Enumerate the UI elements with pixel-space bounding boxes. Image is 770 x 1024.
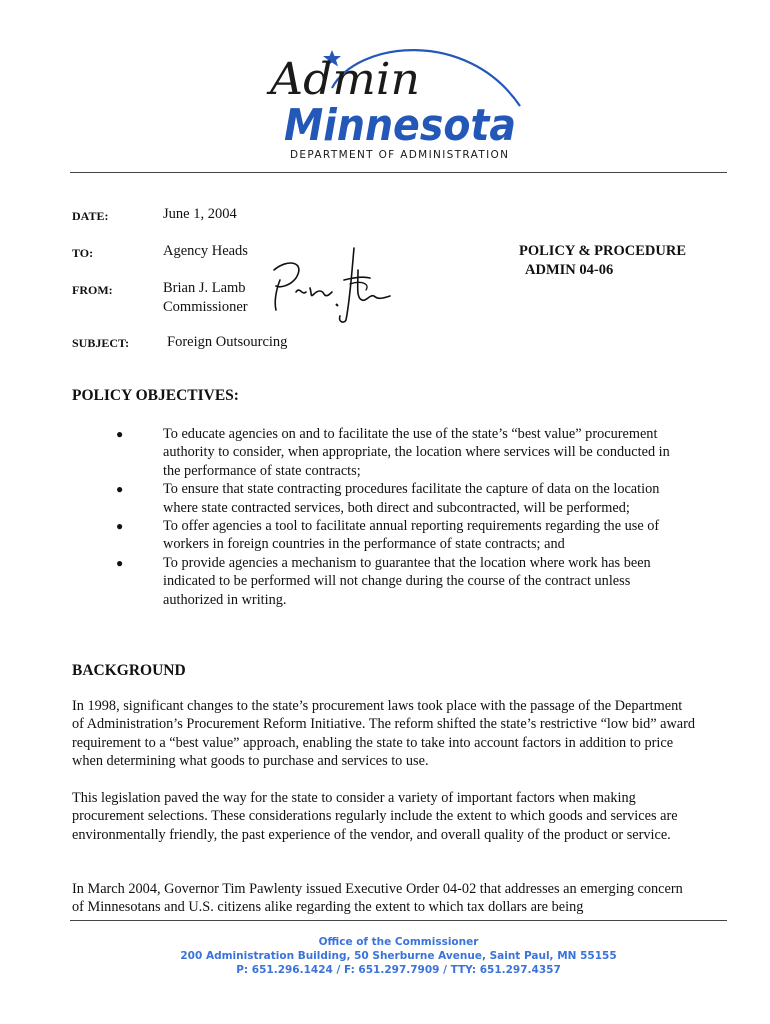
date-label: DATE: — [72, 209, 109, 223]
background-heading: BACKGROUND — [72, 662, 186, 679]
footer-rule — [70, 920, 727, 921]
background-paragraph-3: In March 2004, Governor Tim Pawlenty issued Executive Order 04-02 that addresses an emerging concern of Minnesotans and U.S. citizens alike regarding the extent to which tax dollars are being — [72, 881, 683, 916]
policy-ref-line1: POLICY & PROCEDURE — [519, 243, 687, 259]
logo-admin-text: Admin — [265, 54, 420, 105]
from-name: Brian J. Lamb — [163, 280, 246, 296]
bullet-icon: ● — [116, 555, 124, 570]
to-value: Agency Heads — [163, 243, 248, 259]
footer-phone: P: 651.296.1424 / F: 651.297.7909 / TTY: 651.297.4357 — [236, 964, 561, 976]
footer-office: Office of the Commissioner — [318, 936, 479, 948]
background-paragraph-2: This legislation paved the way for the state to consider a variety of important factors when making procurement selections. These considerations regularly include the extent to which goods and services are environmentally friendly, the past experience of the vendor, and overall quality of the product or service. — [72, 790, 678, 843]
list-item: ● To provide agencies a mechanism to guarantee that the location where work has been indicated to be performed will not change during the course of the contract unless authorized in writing. — [116, 554, 651, 608]
bullet-icon: ● — [116, 519, 124, 534]
list-item: ● To educate agencies on and to facilitate the use of the state’s “best value” procurement authority to consider, when appropriate, the location where services will be conducted in the performance of state contracts; — [116, 426, 670, 479]
bullet-icon: ● — [116, 482, 124, 497]
policy-objectives-heading: POLICY OBJECTIVES: — [72, 387, 239, 404]
objectives-list — [110, 425, 680, 609]
subject-label: SUBJECT: — [72, 336, 130, 350]
logo-department-text: DEPARTMENT OF ADMINISTRATION — [290, 149, 510, 161]
policy-ref-line2: ADMIN 04-06 — [525, 262, 614, 278]
bullet-icon: ● — [116, 427, 124, 441]
policy-reference — [519, 242, 686, 280]
list-item: ● To ensure that state contracting procedures facilitate the capture of data on the location where state contracted services, both direct and subcontracted, will be performed; — [116, 481, 660, 516]
background-paragraph-1: In 1998, significant changes to the state’s procurement laws took place with the passage of the Department of Administration’s Procurement Reform Initiative. The reform shifted the state’s restrictive “low bid” award requirement to a “best value” approach, enabling the state to take into account factors in addition to price when determining what goods to purchase and services to use. — [72, 698, 696, 770]
footer-address: 200 Administration Building, 50 Sherburne Avenue, Saint Paul, MN 55155 — [180, 950, 617, 962]
date-value: June 1, 2004 — [163, 206, 237, 222]
list-item: ● To offer agencies a tool to facilitate annual reporting requirements regarding the use of workers in foreign countries in the performance of state contracts; and — [116, 518, 660, 553]
footer — [70, 935, 727, 977]
subject-value: Foreign Outsourcing — [167, 334, 288, 350]
admin-minnesota-logo — [262, 36, 532, 166]
from-title: Commissioner — [163, 299, 248, 315]
from-label: FROM: — [72, 283, 113, 297]
logo-minnesota-text: Minnesota — [284, 100, 516, 151]
to-label: TO: — [72, 246, 94, 260]
signature — [266, 240, 396, 324]
header-rule — [70, 172, 727, 173]
